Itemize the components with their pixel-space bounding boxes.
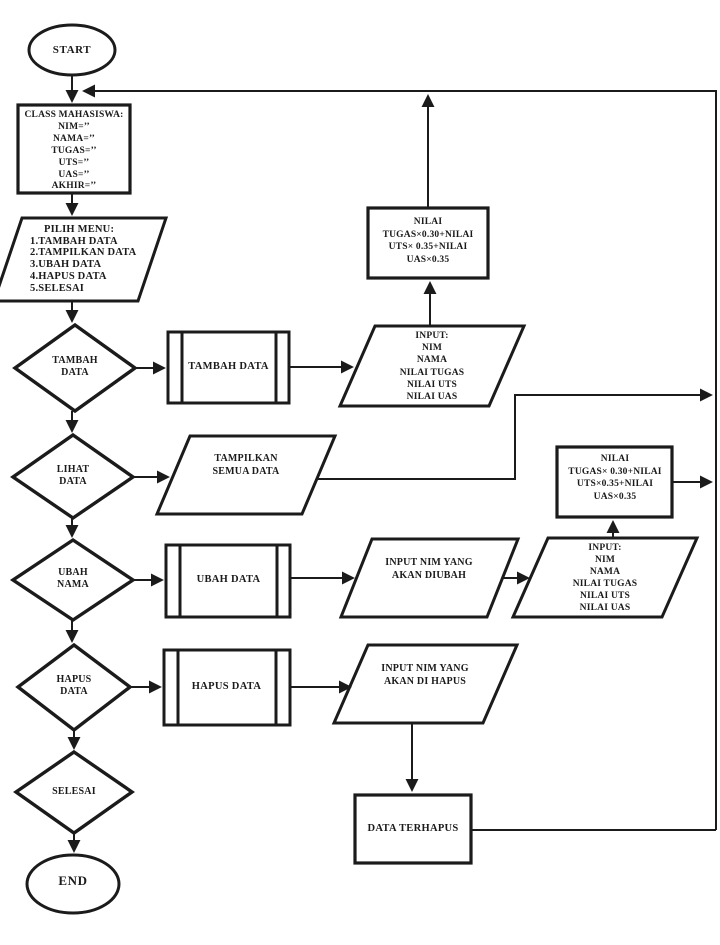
ubah-data-process-label: UBAH DATA <box>196 574 261 585</box>
tambah-data-decision-label <box>30 355 120 379</box>
menu-line: PILIH MENU: <box>44 224 115 235</box>
input-line: NILAI TUGAS <box>572 579 638 590</box>
input-ubah-nim-label <box>369 557 489 582</box>
nilai-line: UAS×0.35 <box>406 254 450 265</box>
lihat-data-decision-label <box>28 464 118 488</box>
input-line: INPUT NIM YANG <box>385 557 473 568</box>
input-line: NAMA <box>416 355 448 366</box>
input-line: NILAI UTS <box>406 379 458 390</box>
tampilkan-line: SEMUA DATA <box>212 465 280 477</box>
input-line: INPUT NIM YANG <box>381 663 469 674</box>
menu-line: 5.SELESAI <box>30 282 85 294</box>
input-line: NIM <box>421 343 443 354</box>
menu-line: 3.UBAH DATA <box>30 259 102 271</box>
nilai-line: UTS× 0.35+NILAI <box>388 242 468 253</box>
decision-line: NAMA <box>57 579 89 590</box>
class-line: UAS=’’ <box>58 169 90 180</box>
end-label: END <box>58 873 88 888</box>
decision-line: LIHAT <box>56 464 90 475</box>
input-line: NILAI TUGAS <box>399 367 465 378</box>
pilih-menu-label <box>30 224 162 294</box>
input-line: NILAI UTS <box>579 591 631 602</box>
input-tambah-label <box>372 330 492 403</box>
input-ubah-label <box>545 542 665 615</box>
class-line: CLASS MAHASISWA: <box>24 110 124 120</box>
menu-line: 1.TAMBAH DATA <box>30 235 118 247</box>
class-line: UTS=’’ <box>58 157 90 168</box>
input-line: INPUT: <box>588 543 622 553</box>
class-line: NIM=’’ <box>58 121 90 132</box>
input-line: NIM <box>594 555 616 566</box>
nilai-line: TUGAS× 0.30+NILAI <box>568 466 662 477</box>
decision-line: HAPUS <box>56 674 92 685</box>
ubah-nama-decision-label <box>28 567 118 591</box>
tampilkan-line: TAMPILKAN <box>214 453 278 464</box>
data-terhapus-label: DATA TERHAPUS <box>367 823 459 834</box>
decision-line: DATA <box>61 367 89 378</box>
nilai-line: NILAI <box>413 217 443 227</box>
start-label: START <box>52 44 92 56</box>
hapus-data-process-label: HAPUS DATA <box>191 681 262 692</box>
input-line: NILAI UAS <box>406 392 458 403</box>
tampilkan-label <box>186 453 306 478</box>
decision-line: DATA <box>60 686 88 697</box>
class-line: NAMA=’’ <box>53 133 95 144</box>
nilai-right-label <box>559 453 671 503</box>
decision-line: TAMBAH <box>52 355 98 366</box>
nilai-line: UAS×0.35 <box>593 491 637 502</box>
selesai-decision-label: SELESAI <box>52 786 96 797</box>
input-line: NAMA <box>589 567 621 578</box>
input-hapus-label <box>365 663 485 688</box>
decision-line: UBAH <box>58 567 88 578</box>
nilai-line: TUGAS×0.30+NILAI <box>382 229 474 240</box>
input-line: NILAI UAS <box>579 603 631 614</box>
nilai-line: UTS×0.35+NILAI <box>576 479 654 490</box>
decision-line: DATA <box>59 476 87 487</box>
class-mahasiswa-label <box>18 110 130 193</box>
class-line: AKHIR=’’ <box>51 181 97 192</box>
menu-line: 4.HAPUS DATA <box>30 270 107 282</box>
input-line: INPUT: <box>415 331 449 341</box>
nilai-line: NILAI <box>600 454 630 464</box>
nilai-top-label <box>370 216 486 266</box>
input-line: AKAN DI HAPUS <box>383 675 467 687</box>
class-line: TUGAS=’’ <box>51 145 97 156</box>
menu-line: 2.TAMPILKAN DATA <box>30 247 137 259</box>
tambah-data-process-label: TAMBAH DATA <box>188 361 269 372</box>
input-line: AKAN DIUBAH <box>391 569 467 581</box>
hapus-data-decision-label <box>29 674 119 698</box>
